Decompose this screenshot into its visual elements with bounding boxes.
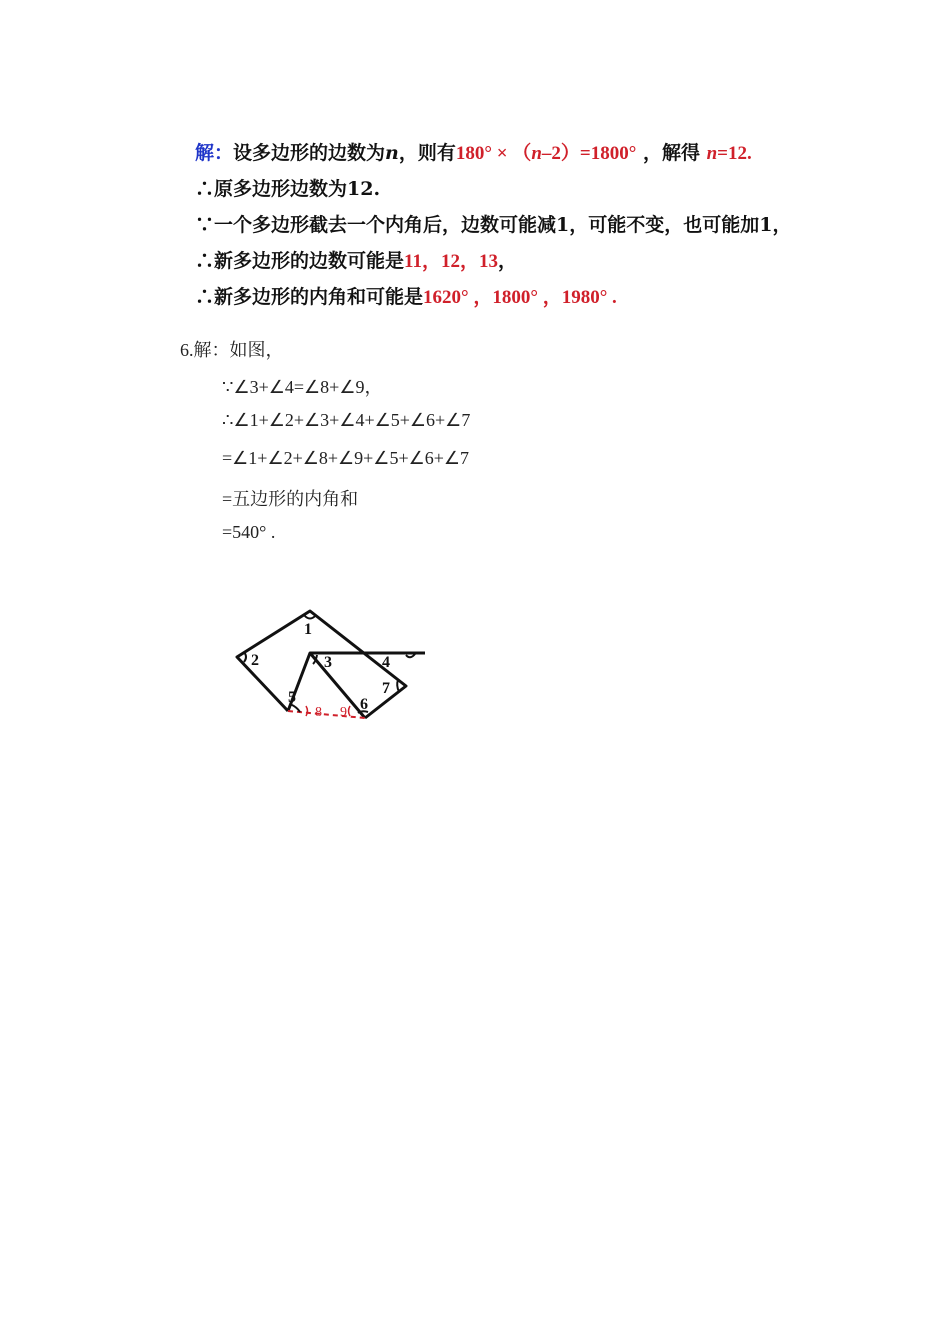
angle-arc-8 [306,706,308,716]
angle-label-7: 7 [382,680,390,697]
value: 1 [759,214,773,236]
variable-n: n [531,143,542,164]
text-segment: ， [772,214,792,236]
solution-line-4 [195,246,517,273]
figure-triangle [288,653,425,711]
geometry-figure [200,600,440,730]
equation-result: =12. [717,143,752,164]
angle-label-9: 9 [340,705,347,720]
solution-line-5 [195,282,617,309]
text-segment: ，解得 [636,142,707,164]
angle-label-5: 5 [288,689,296,706]
angle-label-6: 6 [360,696,368,713]
angle-arc-2 [244,652,246,662]
angle-arc-9 [349,706,351,716]
proof-line: ∴∠1+∠2+∠3+∠4+∠5+∠6+∠7 [222,410,471,430]
text-segment: ∴原多边形边数为 [195,178,348,200]
angle-label-3: 3 [324,654,332,671]
solution-line-1 [195,138,752,165]
angle-label-2: 2 [251,652,259,669]
text-segment: ，则有 [398,142,456,164]
value: 1 [556,214,570,236]
variable-n: n [385,142,399,164]
solution-label: 解： [195,142,234,164]
angle-label-4: 4 [382,654,390,671]
edge-count-values: 11，12，13 [404,251,498,272]
angle-label-1: 1 [304,621,312,638]
text-segment: ∴新多边形的内角和可能是 [195,286,424,308]
angle-arc-1 [304,615,316,619]
problem-6-heading: 6.解：如图， [180,340,284,360]
equation-part: –2）=1800° [541,143,637,164]
text-segment: ，可能不变，也可能加 [569,214,760,236]
proof-line: ∵∠3+∠4=∠8+∠9， [222,377,383,397]
angle-label-8: 8 [315,705,322,720]
text-segment: ∵一个多边形截去一个内角后，边数可能减 [195,214,557,236]
equation-part: 180° × （ [455,143,532,164]
angle-sum-values: 1620° ，1800° ，1980° . [423,287,617,308]
text-segment: ∴新多边形的边数可能是 [195,250,405,272]
text-segment: ， [497,250,517,272]
text-segment: 设多边形的边数为 [233,142,386,164]
solution-line-2 [195,174,380,201]
proof-line: =540° . [222,522,276,542]
proof-line: =∠1+∠2+∠8+∠9+∠5+∠6+∠7 [222,448,470,468]
variable-n: n [706,143,718,164]
solution-line-3 [195,210,792,237]
value: 12. [347,178,381,200]
proof-line: =五边形的内角和 [222,489,359,509]
